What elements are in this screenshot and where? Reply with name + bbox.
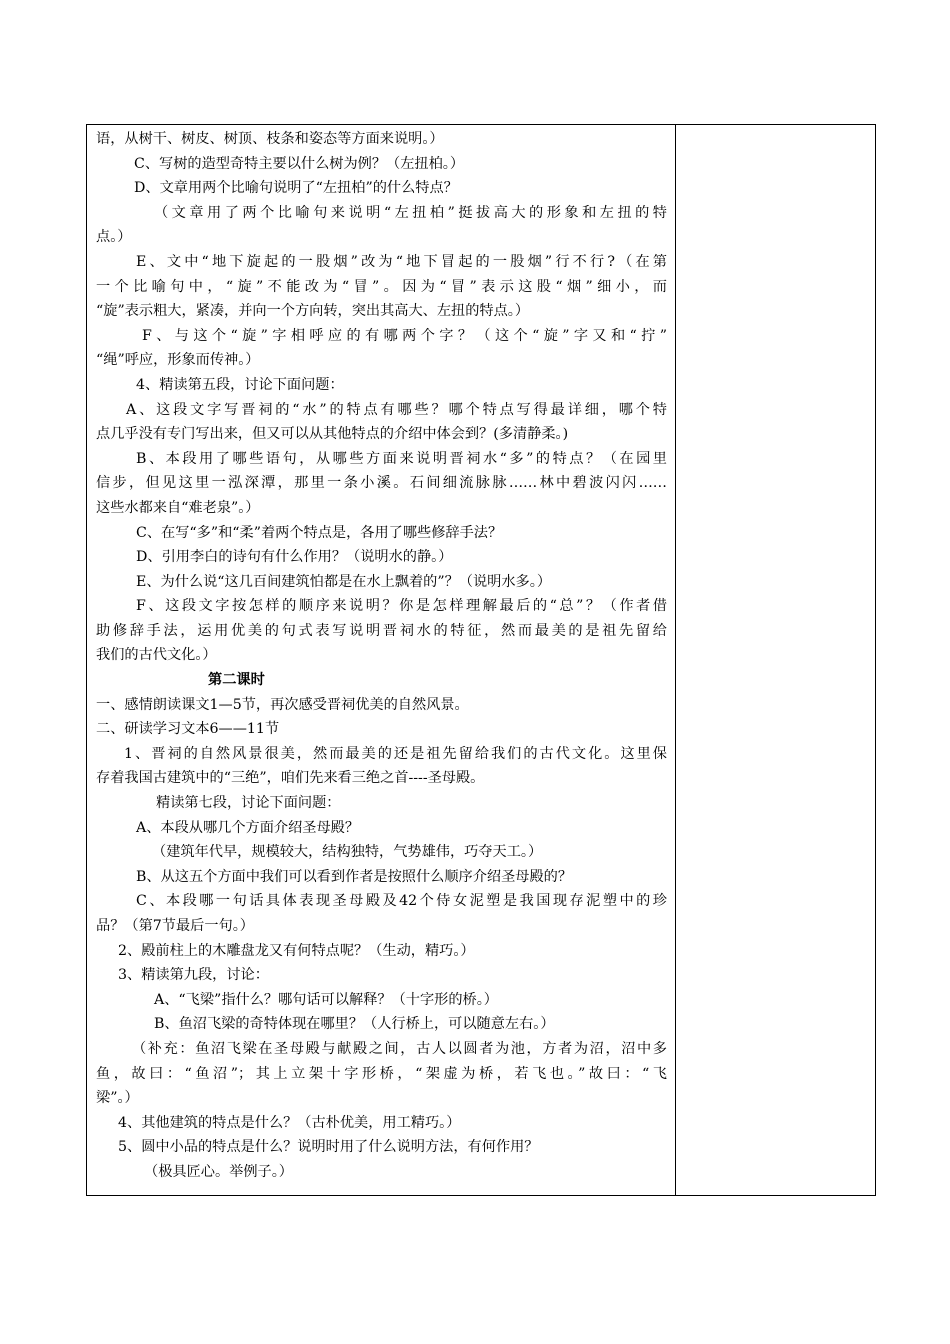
text-line: 3、精读第九段，讨论： (118, 967, 269, 984)
text-line: 1、晋祠的自然风景很美，然而最美的还是祖先留给我们的古代文化。这里保 (124, 745, 667, 762)
text-line: B、本段用了哪些语句，从哪些方面来说明晋祠水“多”的特点？（在园里 (136, 450, 667, 467)
text-line: 鱼，故曰：“鱼沼”；其上立架十字形桥，“架虚为桥，若飞也。”故曰：“飞 (96, 1065, 667, 1082)
text-line: C、本段哪一句话具体表现圣母殿及42个侍女泥塑是我国现存泥塑中的珍 (136, 893, 667, 910)
text-line: 一个比喻句中，“旋”不能改为“冒”。因为“冒”表示这股“烟”细小，而 (96, 278, 667, 295)
text-line: B、鱼沼飞梁的奇特体现在哪里？（人行桥上，可以随意左右。） (154, 1016, 555, 1033)
text-line: “绳”呼应，形象而传神。） (96, 352, 260, 369)
text-line: 点。） (96, 229, 132, 246)
text-line: 4、其他建筑的特点是什么？（古朴优美，用工精巧。） (118, 1114, 461, 1131)
text-line: 语，从树干、树皮、树顶、枝条和姿态等方面来说明。） (96, 131, 444, 147)
lesson-table (86, 124, 876, 1196)
text-line: E、为什么说“这几百间建筑怕都是在水上飘着的”？（说明水多。） (136, 573, 552, 590)
text-line: （极具匠心。举例子。） (144, 1163, 293, 1180)
text-line: 第二课时 (208, 672, 265, 689)
lesson-content-column (87, 125, 675, 1195)
text-line: D、文章用两个比喻句说明了“左扭柏”的什么特点？ (134, 180, 458, 197)
text-line: 存着我国古建筑中的“三绝”，咱们先来看三绝之首----圣母殿。 (96, 770, 485, 787)
text-line: （建筑年代早，规模较大，结构独特，气势雄伟，巧夺天工。） (152, 844, 543, 861)
text-line: A、本段从哪几个方面介绍圣母殿？ (136, 819, 360, 836)
text-line: C、写树的造型奇特主要以什么树为例？（左扭柏。） (134, 155, 465, 172)
text-line: 二、研读学习文本6——11节 (96, 721, 280, 738)
text-line: 这些水都来自“难老泉”。） (96, 499, 260, 516)
notes-column (676, 125, 875, 1195)
text-line: E、文中“地下旋起的一股烟”改为“地下冒起的一股烟”行不行?（在第 (136, 253, 667, 270)
text-line: 助修辞手法，运用优美的句式表写说明晋祠水的特征，然而最美的是祖先留给 (96, 622, 667, 639)
text-line: F、与这个“旋”字相呼应的有哪两个字？（这个“旋”字又和“拧” (142, 327, 667, 344)
text-line: 4、精读第五段，讨论下面问题： (136, 376, 344, 393)
text-line: A、这段文字写晋祠的“水”的特点有哪些？哪个特点写得最详细，哪个特 (126, 401, 667, 418)
text-line: “旋”表示粗大，紧凑，并向一个方向转，突出其高大、左扭的特点。） (96, 303, 530, 320)
text-line: C、在写“多”和“柔”着两个特点是，各用了哪些修辞手法？ (136, 524, 503, 541)
text-line: A、“飞梁”指什么？哪句话可以解释？（十字形的桥。） (154, 991, 498, 1008)
text-line: F、这段文字按怎样的顺序来说明？你是怎样理解最后的“总”？（作者借 (136, 598, 667, 615)
text-line: （补充：鱼沼飞梁在圣母殿与献殿之间，古人以圆者为池，方者为沼，沼中多 (132, 1040, 667, 1057)
text-line: 我们的古代文化。） (96, 647, 217, 664)
text-line: （文章用了两个比喻句来说明“左扭柏”挺拔高大的形象和左扭的特 (154, 204, 667, 221)
text-line: 5、圆中小品的特点是什么？说明时用了什么说明方法，有何作用？ (118, 1139, 539, 1156)
text-line: D、引用李白的诗句有什么作用？（说明水的静。） (136, 549, 453, 566)
text-line: 一、感情朗读课文1—5节，再次感受晋祠优美的自然风景。 (96, 696, 469, 713)
text-line: 梁”。） (96, 1090, 139, 1107)
text-line: 点几乎没有专门写出来，但又可以从其他特点的介绍中体会到？(多清静柔。) (96, 426, 569, 443)
text-line: 信步，但见这里一泓深潭，那里一条小溪。石间细流脉脉……林中碧波闪闪…… (96, 475, 667, 492)
text-line: B、从这五个方面中我们可以看到作者是按照什么顺序介绍圣母殿的？ (136, 868, 573, 885)
text-line: 品？（第7节最后一句。） (96, 918, 254, 934)
text-line: 2、殿前柱上的木雕盘龙又有何特点呢？（生动，精巧。） (118, 942, 475, 959)
text-line: 精读第七段，讨论下面问题： (156, 795, 341, 812)
